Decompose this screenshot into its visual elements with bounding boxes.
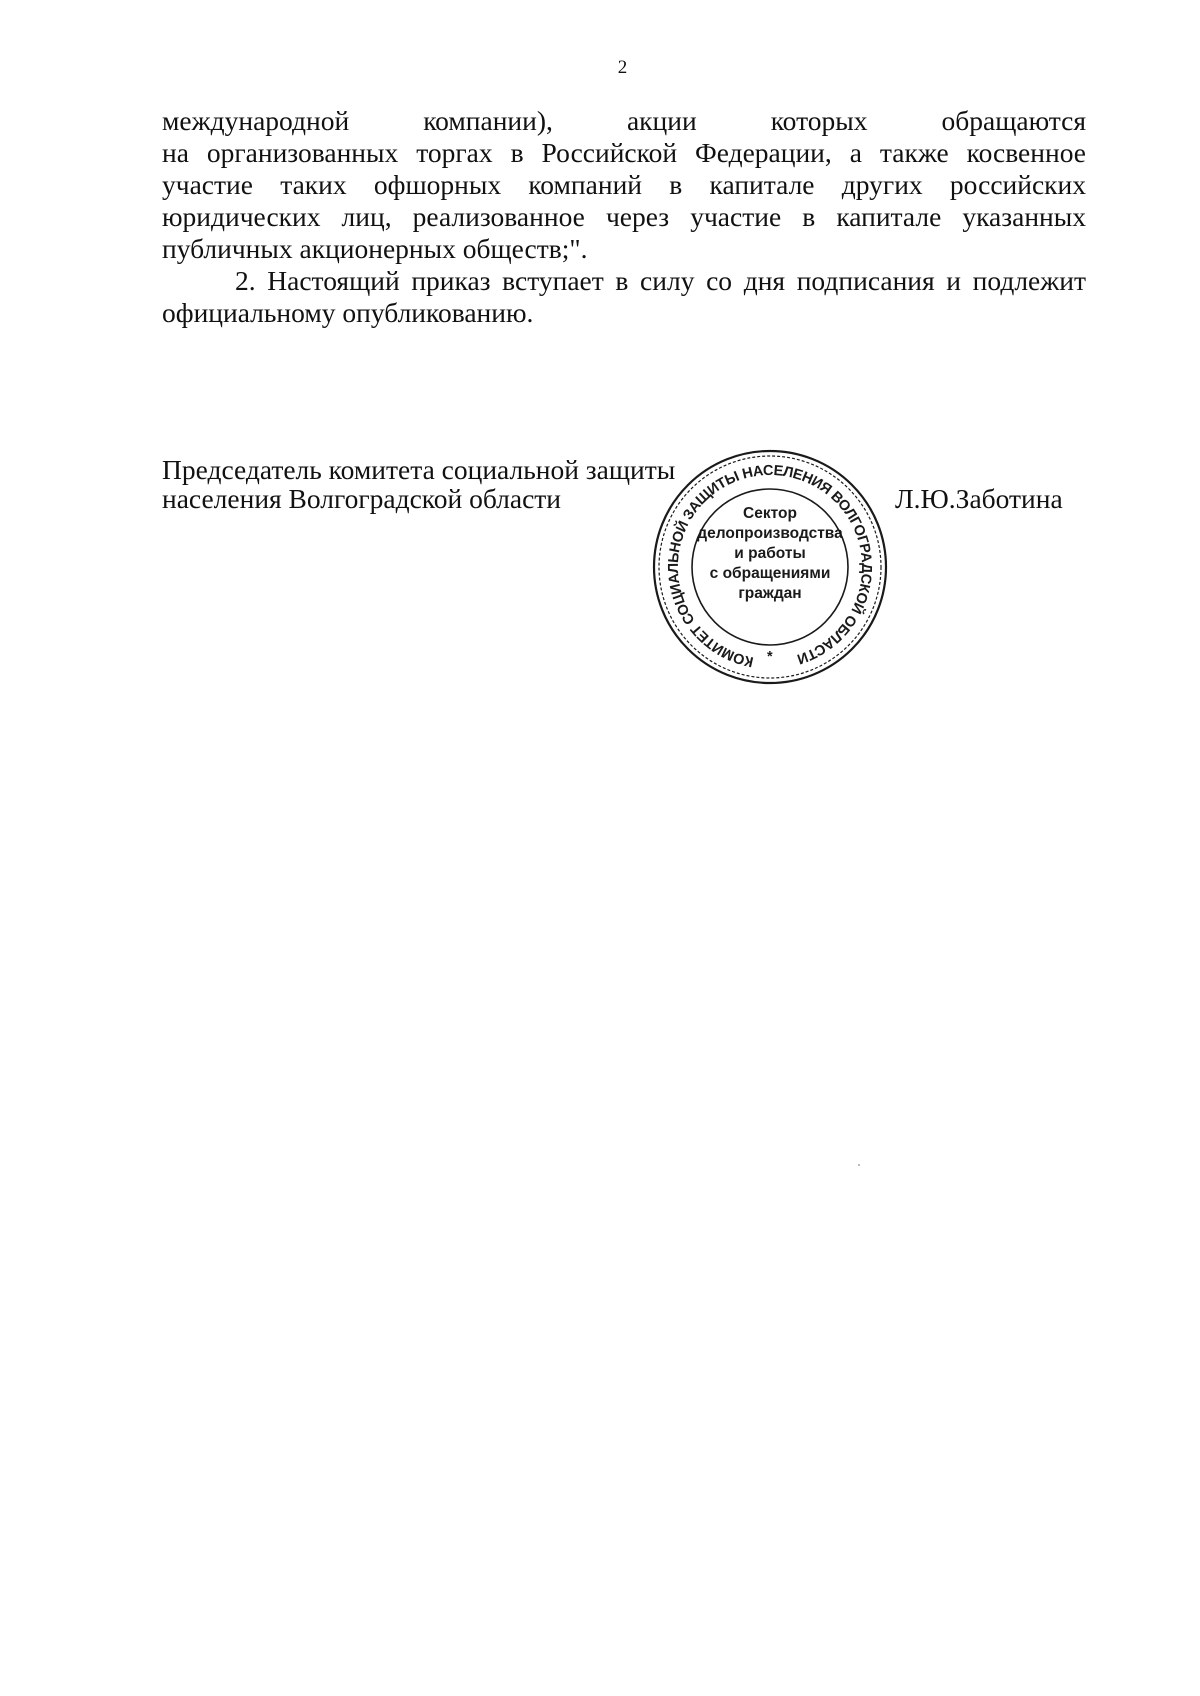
stamp-center-text — [695, 504, 845, 604]
stamp-center-line: делопроизводства — [697, 525, 843, 542]
scan-speck — [858, 1164, 860, 1166]
paragraph-2: 2. Настоящий приказ вступает в силу со дня подписания и подлежит официальному опубликованию. — [162, 265, 1086, 328]
stamp-center-line: Сектор — [743, 505, 797, 522]
stamp-ring-text: КОМИТЕТ СОЦИАЛЬНОЙ ЗАЩИТЫ НАСЕЛЕНИЯ ВОЛГОГРАДСКОЙ ОБЛАСТИ — [665, 462, 875, 670]
paragraph-continuation: на организованных торгах в Российской Федерации, а также косвенное участие таких офшорных компаний в капитале других российских юридических лиц, реализованное через участие в капитале указанных публичных акционерных обществ;". — [162, 137, 1086, 264]
document-body — [162, 105, 1086, 329]
signatory-title-line-2: населения Волгоградской области — [162, 483, 562, 514]
paragraph-first-line — [162, 105, 1086, 137]
official-stamp — [650, 447, 890, 687]
stamp-center-line: и работы — [734, 545, 806, 562]
page-number: 2 — [617, 57, 628, 78]
word: обращаются — [941, 105, 1086, 136]
signatory-title — [162, 455, 675, 513]
stamp-center-line: с обращениями — [709, 565, 831, 582]
signatory-title-line-1: Председатель комитета социальной защиты — [162, 454, 676, 485]
stamp-center-line: граждан — [738, 585, 802, 602]
word: которых — [770, 105, 868, 136]
word: акции — [626, 105, 697, 136]
signatory-name: Л.Ю.Заботина — [895, 483, 1063, 514]
word: компании), — [423, 105, 553, 136]
stamp-star: * — [767, 649, 773, 665]
word: международной — [162, 105, 350, 136]
